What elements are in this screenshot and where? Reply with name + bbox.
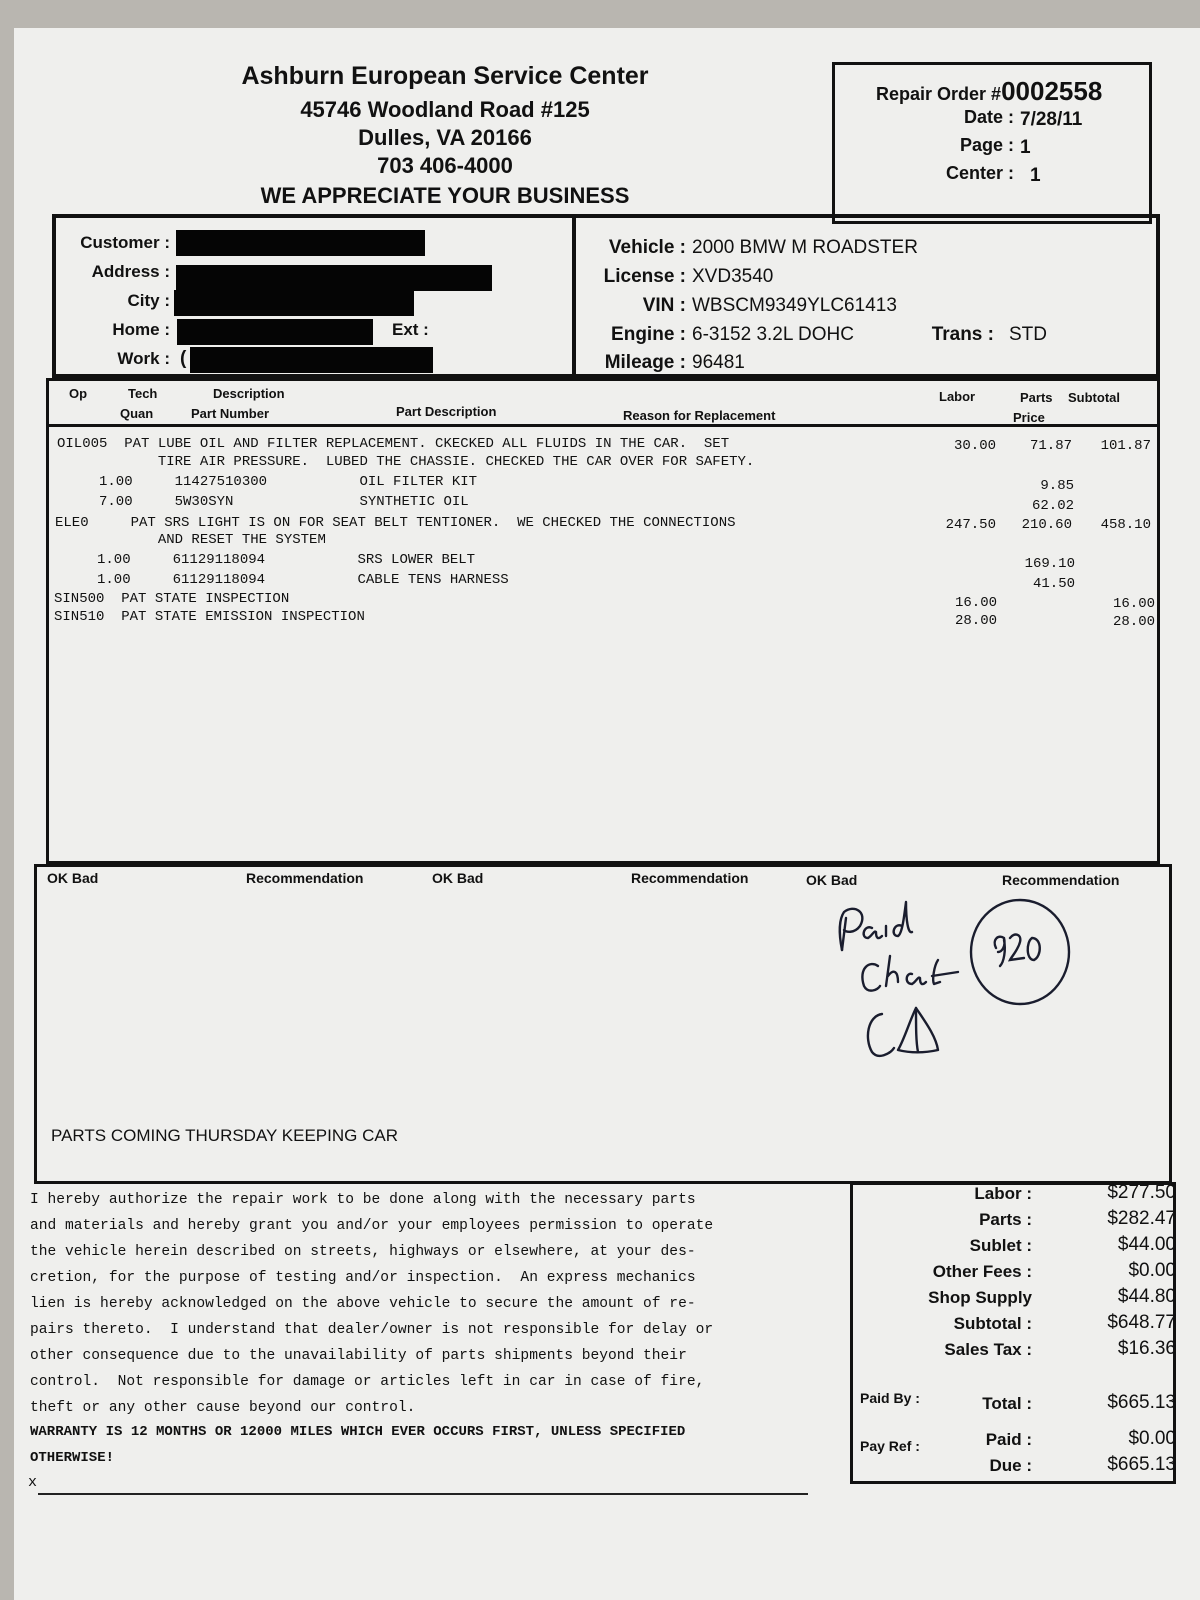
- shop-name: Ashburn European Service Center: [241, 62, 649, 90]
- vehicle-label: Vehicle :: [608, 237, 686, 258]
- col-op: Op: [69, 386, 88, 401]
- redacted-city: [174, 290, 414, 316]
- customer-vehicle-divider: [572, 216, 576, 376]
- col-tech: Tech: [128, 386, 158, 401]
- ext-label: Ext :: [392, 320, 429, 339]
- license-label: License :: [603, 266, 686, 287]
- total-parts-label: Parts :: [979, 1210, 1032, 1229]
- total-sublet-label: Sublet :: [969, 1236, 1032, 1255]
- line-item-labor: 30.00: [953, 438, 996, 454]
- line-item-text: OIL005 PAT LUBE OIL AND FILTER REPLACEMENT. CKECKED ALL FLUIDS IN THE CAR. SET: [57, 436, 730, 452]
- legal-line: other consequence due to the unavailability of parts shipments beyond their: [30, 1348, 687, 1364]
- license-value: XVD3540: [692, 266, 774, 287]
- repair-order-value: 0002558: [1001, 76, 1103, 106]
- column-header-rule: [46, 424, 1160, 427]
- total-parts-value: $282.47: [1107, 1208, 1176, 1229]
- line-item-text: 1.00 11427510300 OIL FILTER KIT: [57, 474, 478, 490]
- center-label: Center :: [945, 163, 1014, 183]
- mileage-value: 96481: [692, 352, 745, 373]
- warranty-line: WARRANTY IS 12 MONTHS OR 12000 MILES WHICH EVER OCCURS FIRST, UNLESS SPECIFIED: [30, 1424, 686, 1440]
- handwritten-text-values: [0, 0, 1, 1]
- legal-line: lien is hereby acknowledged on the above vehicle to secure the amount of re-: [30, 1296, 696, 1312]
- line-item-text: 1.00 61129118094 CABLE TENS HARNESS: [55, 572, 509, 588]
- rec-ok-bad-2: OK Bad: [432, 870, 484, 886]
- legal-line: theft or any other cause beyond our control.: [30, 1400, 416, 1416]
- shop-phone: 703 406-4000: [377, 153, 513, 178]
- customer-label: Customer :: [80, 233, 170, 252]
- line-item-text: TIRE AIR PRESSURE. LUBED THE CHASSIE. CHECKED THE CAR OVER FOR SAFETY.: [57, 454, 755, 470]
- rec-ok-bad-1: OK Bad: [47, 870, 99, 886]
- handwritten-paid: [0, 0, 1, 1]
- repair-order-label: Repair Order #: [876, 84, 1002, 104]
- legal-line: and materials and hereby grant you and/or your employees permission to operate: [30, 1218, 714, 1234]
- vehicle-value: 2000 BMW M ROADSTER: [692, 237, 918, 258]
- vin-label: VIN :: [642, 295, 686, 316]
- paid-by-label: Paid By :: [860, 1390, 920, 1406]
- col-part-description: Part Description: [396, 404, 497, 419]
- total-shop-supply-label: Shop Supply: [928, 1288, 1032, 1307]
- line-item-text: 7.00 5W30SYN SYNTHETIC OIL: [57, 494, 469, 510]
- address-label: Address :: [91, 262, 170, 281]
- total-sublet-value: $44.00: [1117, 1234, 1176, 1255]
- legal-line: cretion, for the purpose of testing and/or inspection. An express mechanics: [30, 1270, 696, 1286]
- line-item-text: AND RESET THE SYSTEM: [57, 532, 326, 548]
- total-sales-tax-value: $16.36: [1117, 1338, 1176, 1359]
- redacted-home-phone: [177, 319, 373, 345]
- signature-line: [38, 1493, 808, 1495]
- col-reason: Reason for Replacement: [623, 408, 776, 423]
- engine-label: Engine :: [611, 324, 686, 345]
- total-total-value: $665.13: [1107, 1392, 1176, 1413]
- total-sales-tax-label: Sales Tax :: [944, 1340, 1032, 1359]
- line-item-text: SIN510 PAT STATE EMISSION INSPECTION: [54, 609, 365, 625]
- line-item-subtotal: 28.00: [1112, 614, 1155, 630]
- center-value: 1: [1030, 165, 1041, 186]
- col-part-number: Part Number: [191, 406, 270, 421]
- work-label: Work :: [117, 349, 170, 368]
- date-label: Date :: [963, 107, 1014, 127]
- total-subtotal-label: Subtotal :: [953, 1314, 1032, 1333]
- page-value: 1: [1020, 137, 1031, 158]
- handwritten-paid-check-signature: [820, 890, 1100, 1090]
- line-item-parts: 210.60: [1021, 517, 1072, 533]
- line-item-labor: 16.00: [954, 595, 997, 611]
- total-paid-value: $0.00: [1128, 1428, 1176, 1449]
- work-prefix: (: [180, 348, 187, 369]
- col-subtotal: Subtotal: [1068, 390, 1120, 405]
- col-parts: Parts: [1020, 390, 1053, 405]
- total-due-value: $665.13: [1107, 1454, 1176, 1475]
- total-shop-supply-value: $44.80: [1117, 1286, 1176, 1307]
- line-item-text: SIN500 PAT STATE INSPECTION: [54, 591, 290, 607]
- line-item-parts: 71.87: [1029, 438, 1072, 454]
- trans-value: STD: [1009, 324, 1047, 345]
- vin-value: WBSCM9349YLC61413: [692, 295, 897, 316]
- total-other-fees-value: $0.00: [1128, 1260, 1176, 1281]
- line-item-parts: 62.02: [1031, 498, 1074, 514]
- line-item-subtotal: 101.87: [1100, 438, 1151, 454]
- home-label: Home :: [112, 320, 170, 339]
- line-item-labor: 247.50: [945, 517, 996, 533]
- line-item-parts: 169.10: [1024, 556, 1075, 572]
- total-total-label: Total :: [982, 1394, 1032, 1413]
- legal-line: I hereby authorize the repair work to be done along with the necessary parts: [30, 1192, 696, 1208]
- signature-x: x: [28, 1474, 38, 1491]
- warranty-line: OTHERWISE!: [30, 1450, 115, 1466]
- line-item-text: 1.00 61129118094 SRS LOWER BELT: [55, 552, 476, 568]
- total-labor-value: $277.50: [1107, 1182, 1176, 1203]
- line-item-text: ELE0 PAT SRS LIGHT IS ON FOR SEAT BELT TENTIONER. WE CHECKED THE CONNECTIONS: [55, 515, 736, 531]
- redacted-customer: [176, 230, 425, 256]
- rec-ok-bad-3: OK Bad: [806, 872, 858, 888]
- col-price: Price: [1013, 410, 1045, 425]
- col-labor: Labor: [939, 389, 976, 404]
- mileage-label: Mileage :: [604, 352, 686, 373]
- shop-address-line1: 45746 Woodland Road #125: [300, 97, 590, 122]
- total-labor-label: Labor :: [974, 1184, 1032, 1203]
- engine-value: 6-3152 3.2L DOHC: [692, 324, 854, 345]
- redacted-address: [176, 265, 492, 291]
- page-label: Page :: [959, 135, 1014, 155]
- trans-label: Trans :: [931, 324, 994, 345]
- rec-label-1: Recommendation: [246, 870, 364, 886]
- legal-line: pairs thereto. I understand that dealer/owner is not responsible for delay or: [30, 1322, 714, 1338]
- total-paid-label: Paid :: [985, 1430, 1032, 1449]
- line-item-labor: 28.00: [954, 613, 997, 629]
- line-item-subtotal: 458.10: [1100, 517, 1151, 533]
- redacted-work-phone: [190, 347, 433, 373]
- repair-order-number: [876, 76, 1102, 107]
- date-value: 7/28/11: [1020, 109, 1083, 130]
- rec-label-3: Recommendation: [1002, 872, 1120, 888]
- line-item-parts: 9.85: [1040, 478, 1074, 494]
- city-label: City :: [127, 291, 170, 310]
- shop-tagline: WE APPRECIATE YOUR BUSINESS: [260, 183, 630, 208]
- total-subtotal-value: $648.77: [1107, 1312, 1176, 1333]
- total-due-label: Due :: [989, 1456, 1032, 1475]
- line-item-subtotal: 16.00: [1112, 596, 1155, 612]
- legal-line: the vehicle herein described on streets, highways or elsewhere, at your des-: [30, 1244, 696, 1260]
- col-quan: Quan: [120, 406, 154, 421]
- shop-address-line2: Dulles, VA 20166: [358, 125, 532, 150]
- legal-line: control. Not responsible for damage or articles left in car in case of fire,: [30, 1374, 705, 1390]
- pay-ref-label: Pay Ref :: [860, 1438, 920, 1454]
- line-item-parts: 41.50: [1032, 576, 1075, 592]
- recommendation-note: PARTS COMING THURSDAY KEEPING CAR: [51, 1126, 398, 1145]
- col-description: Description: [213, 386, 285, 401]
- rec-label-2: Recommendation: [631, 870, 749, 886]
- total-other-fees-label: Other Fees :: [932, 1262, 1032, 1281]
